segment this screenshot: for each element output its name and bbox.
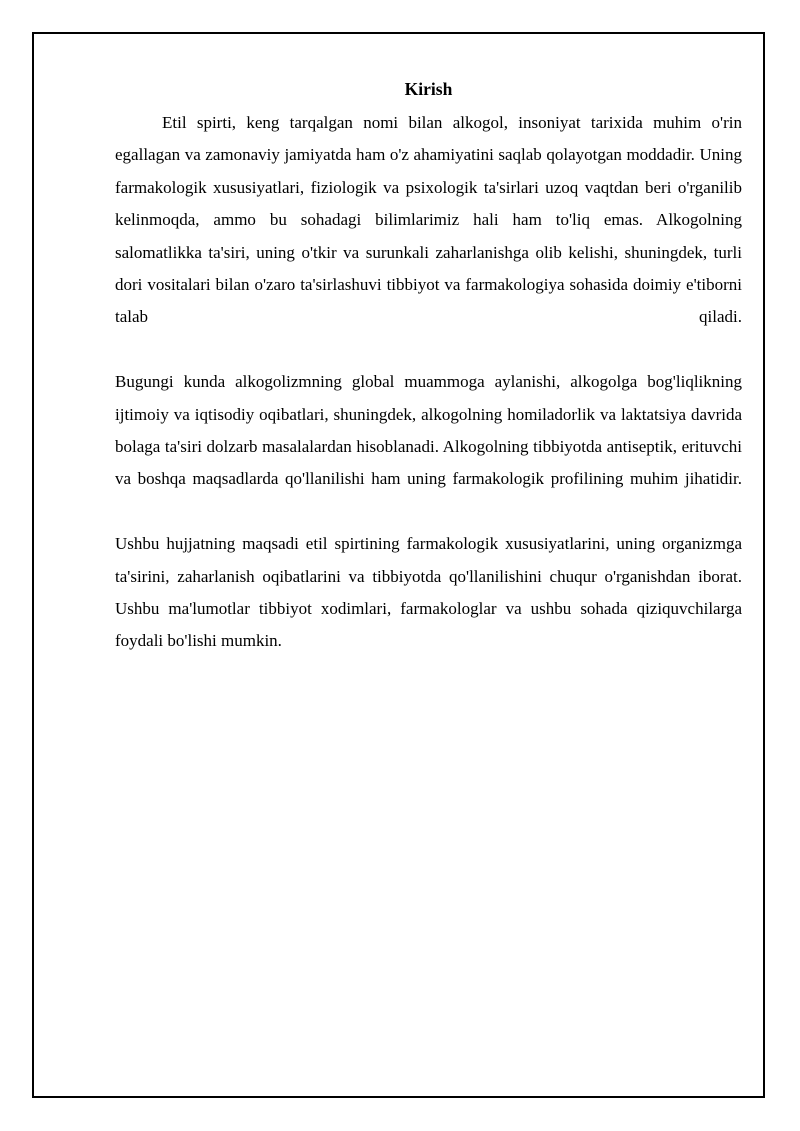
document-title: Kirish — [404, 79, 453, 99]
paragraph-gap — [115, 334, 742, 366]
paragraph-3: Ushbu hujjatning maqsadi etil spirtining farmakologik xususiyatlarini, uning organizmga ta'sirini, zaharlanish oqibatlarini va tibbiyotda qo'llanilishini chuqur o'rganishdan iborat. Ushbu ma'lumotlar tibbiyot xodimlari, farmakologlar va ushbu sohada qiziquvchilarga foydali bo'lishi mumkin. — [115, 534, 742, 651]
paragraph-1: Etil spirti, keng tarqalgan nomi bilan alkogol, insoniyat tarixida muhim o'rin egallagan va zamonaviy jamiyatda ham o'z ahamiyatini saqlab qolayotgan moddadir. Uning farmakologik xususiyatlari, fiziologik va psixologik ta'sirlari uzoq vaqtdan beri o'rganilib kelinmoqda, ammo bu sohadagi bilimlarimiz hali ham to'liq emas. Alkogolning salomatlikka ta'siri, uning o'tkir va surunkali zaharlanishga olib kelishi, shuningdek, turli dori vositalari bilan o'zaro ta'sirlashuvi tibbiyot va farmakologiya sohasida doimiy e'tiborni talab qiladi. — [115, 113, 742, 327]
paragraph-gap — [115, 496, 742, 528]
document-body — [115, 76, 742, 658]
paragraph-2: Bugungi kunda alkogolizmning global muammoga aylanishi, alkogolga bog'liqlikning ijtimoiy va iqtisodiy oqibatlari, shuningdek, alkogolning homiladorlik va laktatsiya davrida bolaga ta'siri dolzarb masalalardan hisoblanadi. Alkogolning tibbiyotda antiseptik, erituvchi va boshqa maqsadlarda qo'llanilishi ham uning farmakologik profilining muhim jihatidir. — [115, 372, 742, 489]
